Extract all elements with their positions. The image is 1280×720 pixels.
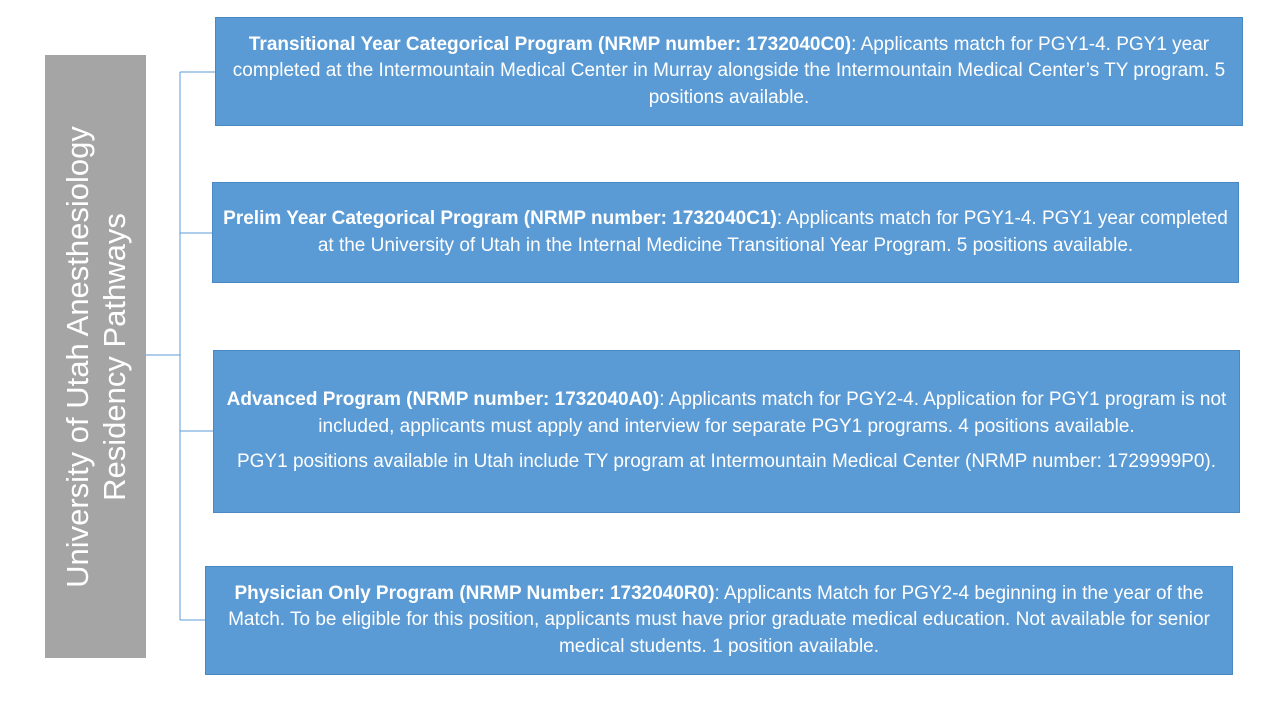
- program-title: Prelim Year Categorical Program (NRMP number: 1732040C1): [223, 208, 777, 229]
- program-note: PGY1 positions available in Utah include TY program at Intermountain Medical Center (NRMP number: 1729999P0).: [236, 451, 1217, 473]
- program-text: : Applicants Match for PGY2-4 beginning in the year of the Match. To be eligible for this position, applicants must have prior graduate medical education. Not available for senior medical students. 1 position available.: [228, 582, 1210, 657]
- program-title: Transitional Year Categorical Program (NRMP number: 1732040C0): [248, 33, 852, 55]
- program-node-physician-only: [205, 566, 1233, 675]
- program-node-advanced: [213, 350, 1240, 513]
- program-text: : Applicants match for PGY2-4. Application for PGY1 program is not included, applicants must apply and interview for separate PGY1 programs. 4 positions available.: [318, 389, 1227, 437]
- program-description: [220, 387, 1233, 440]
- program-description: [219, 206, 1232, 259]
- program-node-prelim: [212, 182, 1239, 283]
- program-text: : Applicants match for PGY1-4. PGY1 year completed at the Intermountain Medical Center in Murray alongside the Intermountain Medical Center’s TY program. 5 positions available.: [232, 33, 1226, 108]
- root-label-line-2: Residency Pathways: [96, 212, 132, 501]
- root-label-line-1: University of Utah Anesthesiology: [59, 125, 95, 588]
- program-title: Advanced Program (NRMP number: 1732040A0): [226, 389, 660, 411]
- program-description: [212, 581, 1226, 661]
- program-node-transitional: [215, 17, 1243, 126]
- program-text: : Applicants match for PGY1-4. PGY1 year completed at the University of Utah in the Internal Medicine Transitional Year Program. 5 positions available.: [317, 208, 1228, 256]
- program-title: Physician Only Program (NRMP Number: 1732040R0): [234, 582, 715, 604]
- program-description: [222, 32, 1236, 112]
